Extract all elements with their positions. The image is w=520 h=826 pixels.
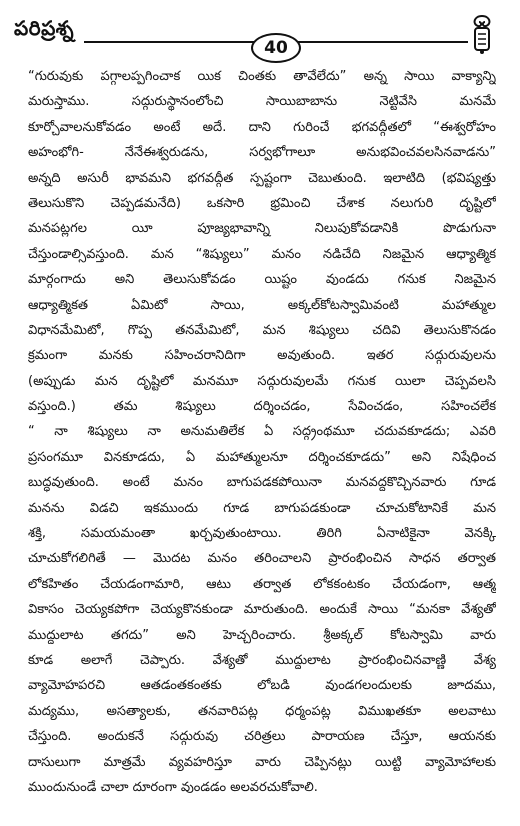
text-line: చూచుకోగలిగితే — మొదట మనం తరించాలని ప్రారంభించిన సాధన తర్వాత <box>28 551 496 567</box>
text-line: (అప్పుడు మన దృష్టిలో మనమూ సద్గురువులమే గనుక యిలా చెప్పవలసి <box>28 373 496 389</box>
text-line: కూడ అలాగే చెప్పారు. వేశ్యతో ముద్దులాట ప్రారంభించినవాణ్ణి వేశ్య <box>28 652 496 668</box>
text-line: కూర్చోవాలనుకోవడం అంటే అదే. దాని గురించే భగవద్గీతలో “ఈశ్వరోహం <box>28 119 496 135</box>
page-header <box>12 10 508 66</box>
text-line: క్రమంగా మనకు సహించరానిదిగా అవుతుంది. ఇతర సద్గురువులను <box>28 348 496 364</box>
text-line: అహంభోగి- నేనేఈశ్వరుడను, సర్వభోగాలూ అనుభవించవలసినవాడను” <box>28 145 496 161</box>
text-line: ప్రసంగమూ వినకూడదు, ఏ మహాత్ములనూ దర్శించకూడదు” అని నిషేధించ <box>28 449 496 465</box>
text-line: చేస్తుంది. అందుకనే సద్గురువు చరిత్రలు పారాయణ చేస్తూ, ఆయనకు <box>28 729 496 745</box>
text-line: శక్తి, సమయమంతా ఖర్చవుతుంటాయి. తిరిగి ఏనాటికైనా వెనక్కి <box>28 526 496 542</box>
text-line: బుద్ధవుతుంది. అంటే మనం బాగుపడకపోయినా మనవద్దకొచ్చినవారు గూడ <box>28 475 496 491</box>
text-line: వ్యామోహపరచి ఆతడంతకంతకు లోబడి వుండగలందులకు జూదము, <box>28 678 496 694</box>
scroll-ornament-icon <box>460 12 504 56</box>
body-text <box>28 64 496 800</box>
text-line: మార్గంగాదు అని తెలుసుకోవడం యిష్టం వుండదు గనుక నిజమైన <box>28 272 496 288</box>
text-line: ముద్దులాట తగదు” అని హెచ్చరించారు. శ్రీఅక్కల్ కోటస్వామి వారు <box>28 627 496 643</box>
text-line: వికాసం చెయ్యకపోగా చెయ్యకొనకుండా మారుతుంది. అందుకే సాయి “మనకా వేశ్యతో <box>28 602 496 618</box>
text-line: మద్యము, అసత్యాలకు, తనవారిపట్ల ధర్మంపట్ల విముఖతకూ అలవాటు <box>28 703 496 719</box>
text-line: అన్నది అసురీ భావమని భగవద్గీత స్పష్టంగా చెబుతుంది. ఇలాటిది (భవిష్యత్తు <box>28 170 496 186</box>
text-line: విధానమేమిటో, గొప్ప తనమేమిటో, మన శిష్యులు చదివి తెలుసుకొనడం <box>28 322 496 338</box>
text-line: “ నా శిష్యులు నా అనుమతిలేక ఏ సద్గ్రంథమూ చదువకూడదు; ఎవరి <box>28 424 496 440</box>
text-line: లోకహితం చేయడంగామారి, ఆటు తర్వాత లోకకంటకం చేయడంగా, ఆత్మ <box>28 576 496 592</box>
text-line: “గురువుకు పగ్గాలప్పగించాక యిక చింతకు తావేలేదు” అన్న సాయి వాక్యాన్ని <box>28 69 496 84</box>
text-line: మనపట్లగల యీ పూజ్యభావాన్ని నిలుపుకోవడానికి పొడుగునా <box>28 221 496 237</box>
text-line: తెలుసుకొని చెప్పడమనేది) ఒకసారి భ్రమించి చేశాక నలుగురి దృష్టిలో <box>28 195 496 211</box>
text-line: ముందునుండే చాలా దూరంగా వుండడం అలవరచుకోవాలి. <box>28 779 318 795</box>
text-line: వస్తుంది.) తమ శిష్యులు దర్శించడం, సేవించడం, సహించలేక <box>28 399 496 415</box>
book-title: పరిప్రశ్న <box>14 16 75 40</box>
text-line: మనను విడచి ఇకముందు గూడ బాగుపడకుండా చూచుకోటానికే మన <box>28 500 496 516</box>
text-line: ఆధ్యాత్మికత ఏమిటో సాయి, అక్కల్‌కోటస్వామివంటి మహాత్ముల <box>28 297 496 313</box>
text-line: మరుస్తాము. సద్గురుస్థానంలోంచి సాయిబాబాను నెట్టివేసి మనమే <box>28 94 496 110</box>
text-line: దాసులుగా మాత్రమే వ్యవహరిస్తూ వారు చెప్పినట్లు యిట్టి వ్యామోహాలకు <box>28 754 496 770</box>
page-number: 40 <box>251 33 301 63</box>
text-line: చేస్తుండాల్సివస్తుంది. మన “శిష్యులు” మనం నడిచేది నిజమైన ఆధ్యాత్మిక <box>28 246 496 262</box>
